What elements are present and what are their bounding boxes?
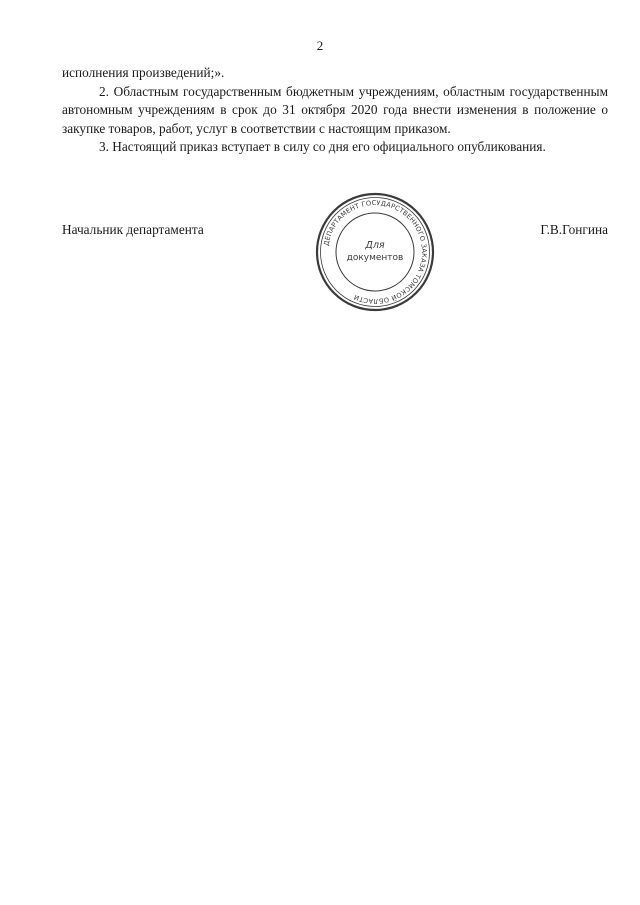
paragraph-item-2: 2. Областным государственным бюджетным учреждениям, областным государственным автономным учреждениям в срок до 31 октября 2020 года внести изменения в положение о закупке товаров, работ, услуг в соответствии с настоящим приказом. xyxy=(62,83,608,136)
official-seal-stamp xyxy=(313,190,437,314)
signatory-name: Г.В.Гонгина xyxy=(540,222,608,237)
stamp-second-ring xyxy=(321,198,430,307)
signatory-position: Начальник департамента xyxy=(62,222,204,237)
paragraph-item-3: 3. Настоящий приказ вступает в силу со дня его официального опубликования. xyxy=(99,139,546,154)
stamp-inner-ring xyxy=(336,213,414,291)
page-number: 2 xyxy=(316,38,324,53)
stamp-ring-text: ДЕПАРТАМЕНТ ГОСУДАРСТВЕННОГО ЗАКАЗА ТОМСКОЙ ОБЛАСТИ xyxy=(322,198,429,306)
document-body xyxy=(62,64,608,157)
stamp-center-line2: документов xyxy=(346,253,404,263)
stamp-outer-ring xyxy=(317,194,433,310)
paragraph-continuation: исполнения произведений;». xyxy=(62,65,225,80)
stamp-center-line1: Для xyxy=(365,240,385,251)
